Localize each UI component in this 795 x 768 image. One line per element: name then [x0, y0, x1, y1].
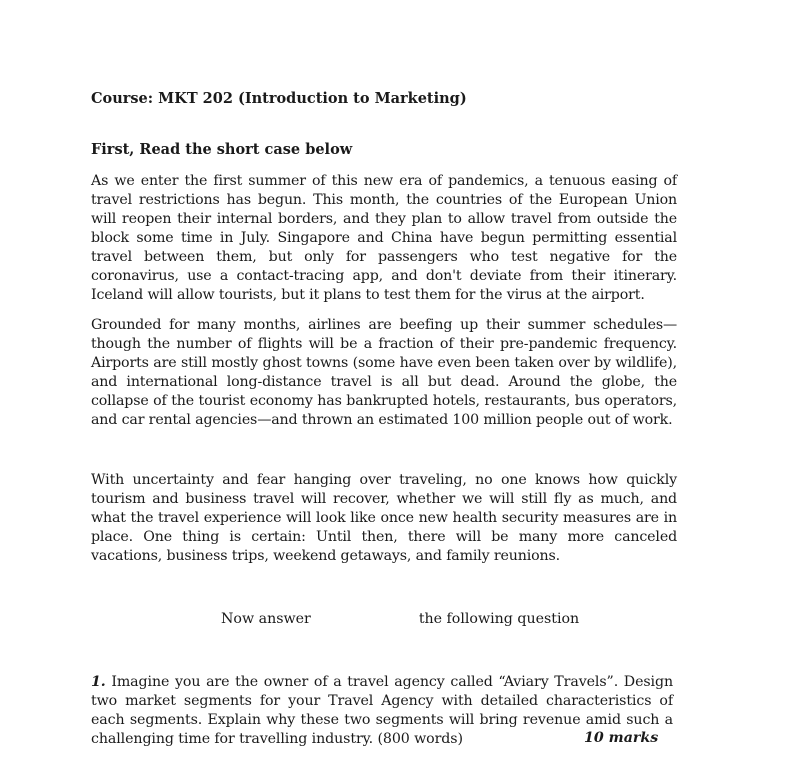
answer-prompt-left: Now answer — [221, 611, 311, 627]
case-paragraph: With uncertainty and fear hanging over traveling, no one knows how quickly tourism and business travel will recover, whether we will still fly as much, and what the travel experience will look like once new health security measures are in place. One thing is certain: Until then, there will be many more canceled vacations, business trips, weekend getaways, and family reunions. — [91, 472, 677, 564]
case-paragraph: As we enter the first summer of this new era of pandemics, a tenuous easing of travel restrictions has begun. This month, the countries of the European Union will reopen their internal borders, and they plan to allow travel from outside the block some time in July. Singapore and China have begun permitting essential travel between them, but only for passengers who test negative for the coronavirus, use a contact-tracing app, and don't deviate from their itinerary. Iceland will allow tourists, but it plans to test them for the virus at the airport. — [91, 173, 677, 303]
question-number: 1. — [91, 674, 106, 690]
instruction-heading: First, Read the short case below — [91, 141, 353, 158]
case-paragraph: Grounded for many months, airlines are beefing up their summer schedules—though the number of flights will be a fraction of their pre-pandemic frequency. Airports are still mostly ghost towns (some have even been taken over by wildlife), and international long-distance travel is all but dead. Around the globe, the collapse of the tourist economy has bankrupted hotels, restaurants, bus operators, and car rental agencies—and thrown an estimated 100 million people out of work. — [91, 317, 677, 428]
question-marks: 10 marks — [584, 730, 659, 746]
question-text: Imagine you are the owner of a travel agency called “Aviary Travels”. Design two market segments for your Travel Agency with detailed characteristics of each segments. Explain why these two segments will bring revenue amid such a challenging time for travelling industry. (800 words) — [91, 674, 673, 747]
answer-prompt-right: the following question — [418, 611, 580, 627]
course-title: Course: MKT 202 (Introduction to Marketing) — [91, 90, 467, 107]
answer-prompt — [221, 611, 579, 627]
